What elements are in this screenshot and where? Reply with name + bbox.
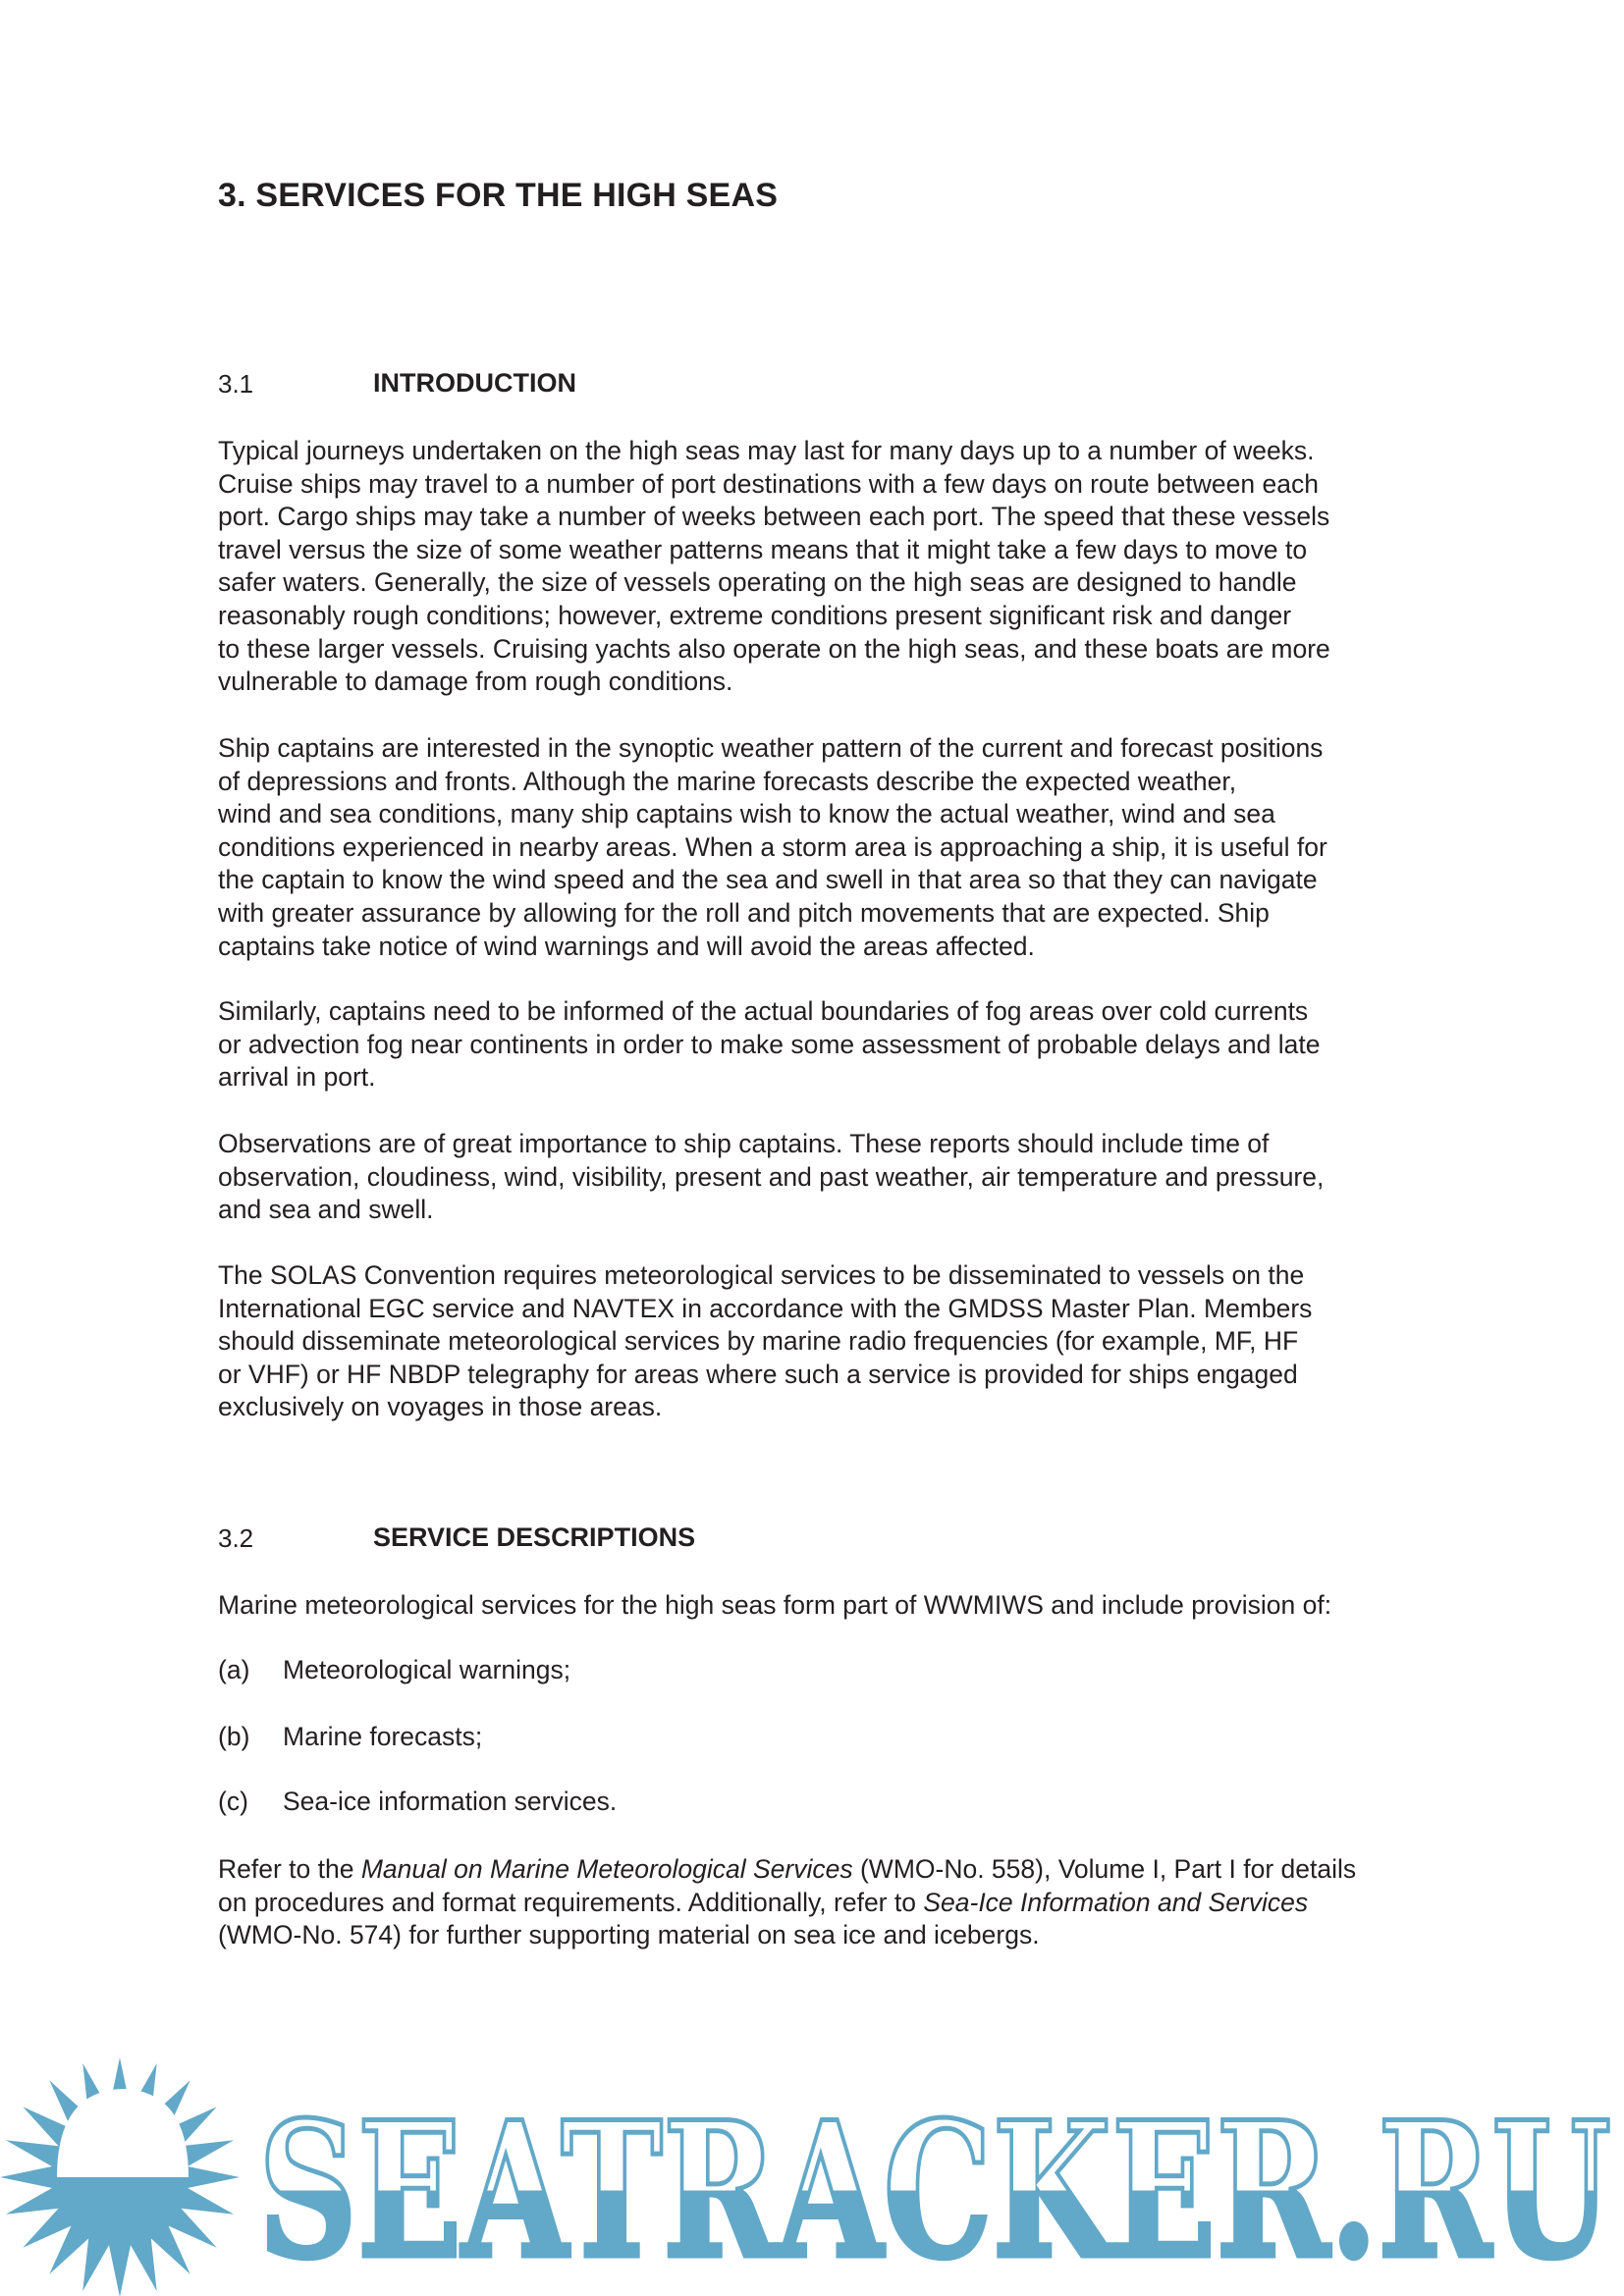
list-item (218, 1655, 570, 1685)
text-line: travel versus the size of some weather patterns means that it might take a few days to move to (218, 534, 1308, 564)
text-line: vulnerable to damage from rough conditions. (218, 667, 733, 697)
text-line: Ship captains are interested in the synoptic weather pattern of the current and forecast positions (218, 733, 1324, 763)
text-line: safer waters. Generally, the size of vessels operating on the high seas are designed to handle (218, 567, 1297, 598)
publication-title: Manual on Marine Meteorological Services (360, 1854, 853, 1884)
text-line: wind and sea conditions, many ship captains wish to know the actual weather, wind and sea (218, 799, 1275, 829)
text: (WMO-No. 558), Volume I, Part I for details (852, 1854, 1357, 1884)
list-label: (b) (218, 1722, 250, 1751)
watermark (0, 2052, 1624, 2296)
paragraph: Marine meteorological services for the high seas form part of WWMIWS and include provision of: (218, 1590, 1332, 1620)
text-line: arrival in port. (218, 1062, 376, 1093)
section-title: SERVICE DESCRIPTIONS (373, 1522, 696, 1552)
section-number: 3.2 (218, 1523, 254, 1553)
paragraph (218, 995, 1321, 1095)
text-line: Similarly, captains need to be informed of the actual boundaries of fog areas over cold currents (218, 996, 1309, 1026)
chapter-title: 3. SERVICES FOR THE HIGH SEAS (218, 177, 779, 214)
paragraph (218, 1259, 1312, 1424)
text-line: International EGC service and NAVTEX in accordance with the GMDSS Master Plan. Members (218, 1293, 1313, 1323)
text-line: and sea and swell. (218, 1195, 434, 1225)
text-line: or VHF) or HF NBDP telegraphy for areas where such a service is provided for ships engaged (218, 1359, 1298, 1389)
text-line: port. Cargo ships may take a number of weeks between each port. The speed that these vessels (218, 502, 1330, 532)
text: Refer to the (218, 1854, 361, 1884)
text-line: Cruise ships may travel to a number of port destinations with a few days on route between each (218, 468, 1319, 499)
section-title: INTRODUCTION (373, 368, 576, 398)
paragraph (218, 435, 1330, 699)
paragraph (218, 1128, 1324, 1227)
text-line: should disseminate meteorological services by marine radio frequencies (for example, MF, HF (218, 1326, 1299, 1357)
text-line: or advection fog near continents in order to make some assessment of probable delays and late (218, 1029, 1321, 1059)
sun-logo-icon (0, 2057, 240, 2296)
list-label: (a) (218, 1655, 250, 1684)
list-text: Marine forecasts; (283, 1722, 483, 1751)
text-line: the captain to know the wind speed and the sea and swell in that area so that they can navigate (218, 865, 1318, 895)
list-text: Meteorological warnings; (283, 1655, 571, 1684)
publication-title: Sea-Ice Information and Services (923, 1887, 1309, 1917)
text-line: of depressions and fronts. Although the marine forecasts describe the expected weather, (218, 766, 1237, 796)
text: on procedures and format requirements. Additionally, refer to (218, 1887, 924, 1917)
paragraph (218, 732, 1327, 963)
text-line: conditions experienced in nearby areas. When a storm area is approaching a ship, it is useful for (218, 831, 1327, 862)
text-line: reasonably rough conditions; however, extreme conditions present significant risk and danger (218, 600, 1292, 630)
paragraph-refer (218, 1853, 1356, 1952)
text-line: Observations are of great importance to ship captains. These reports should include time of (218, 1129, 1270, 1158)
list-text: Sea-ice information services. (283, 1787, 618, 1816)
text: (WMO-No. 574) for further supporting material on sea ice and icebergs. (218, 1920, 1040, 1950)
list-item (218, 1787, 617, 1817)
list-item (218, 1722, 482, 1752)
section-number: 3.1 (218, 369, 254, 399)
list-label: (c) (218, 1787, 248, 1816)
text-line: The SOLAS Convention requires meteorological services to be disseminated to vessels on the (218, 1260, 1305, 1290)
text-line: observation, cloudiness, wind, visibility, present and past weather, air temperature and pressure, (218, 1161, 1325, 1192)
text-line: captains take notice of wind warnings and will avoid the areas affected. (218, 931, 1035, 961)
watermark-text: SEATRACKER.RU (258, 2081, 1611, 2296)
text-line: exclusively on voyages in those areas. (218, 1392, 663, 1422)
text-line: with greater assurance by allowing for the roll and pitch movements that are expected. Ship (218, 897, 1270, 928)
text-line: Typical journeys undertaken on the high seas may last for many days up to a number of weeks. (218, 436, 1315, 465)
text-line: to these larger vessels. Cruising yachts also operate on the high seas, and these boats are more (218, 633, 1330, 664)
